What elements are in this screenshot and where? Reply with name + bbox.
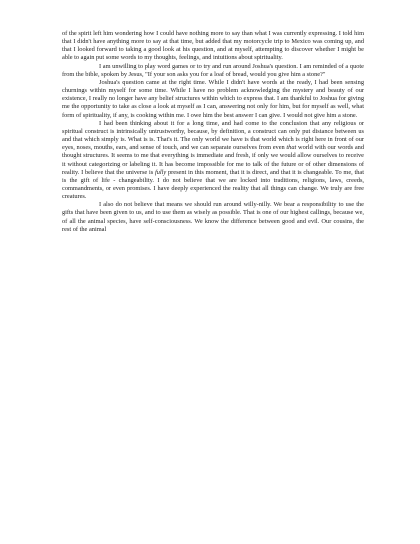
paragraph-1 [62,30,364,63]
text-run: present in this moment, that it is direct, and that it is changeable. To me, that is the gift of life - changeability. I do not believe that we are locked into traditions, religions, laws, creeds, commandments, or even promises. I have deeply experienced the reality that all things can change. We truly are free creatures. [62,168,364,201]
text-run: I had been thinking about it for a long time, and had come to the conclusion that any religious or spiritual construct is intrinsically untrustworthy, because, by definition, a construct can only put distance between us and that which simply is. What is is. That's it. The only world we have is that world which is right here in front of our eyes, noses, mouths, ears, and sense of touch, and we can separate ourselves from even [62,119,364,152]
text-run: of the spirit left him wondering how I could have nothing more to say than what I was currently expressing. I told him that I didn't have anything more to say at that time, but added that my motorcycle trip to Mexico was coming up, and that I looked forward to taking a good look at his question, and at myself, attempting to discover whether I might be able to again put some words to my thoughts, feelings, and intuitions about spirituality. [62,30,364,62]
text-run: I also do not believe that means we should run around willy-nilly. We bear a responsibility to use the gifts that have been given to us, and to use them as wisely as possible. That is one of our highest callings, because we, of all the animal species, have self-consciousness. We know the difference between good and evil. Our cousins, the rest of the animal [62,201,364,233]
paragraph-3 [62,79,364,120]
paragraph-4 [62,120,364,202]
text-run: I am unwilling to play word games or to try and run around Joshua's question. I am reminded of a quote from the bible, spoken by Jesus, "If your son asks you for a loaf of bread, would you give him a stone?" [62,62,364,78]
text-run: world with our words and thought structures. It seems to me that everything is immediate and fresh, if only we would allow ourselves to receive it without categorizing or labeling it. It has become impossible for me to talk of the future or of other dimensions of reality. I believe that the universe is [62,144,364,176]
italic-text-run: that [286,144,297,152]
italic-text-run: fully [154,168,167,176]
text-run: Joshua's question came at the right time. While I didn't have words at the ready, I had been sensing churnings within myself for some time. While I have no problem acknowledging the mystery and beauty of our existence, I really no longer have any belief structures within which to express that. I am thankful to Joshua for giving me the opportunity to take as close a look at myself as I can, answering not only for him, but for myself as well, what form of spirituality, if any, is cooking within me. I owe him the best answer I can give. I would not give him a stone. [62,78,364,119]
body-text [62,30,364,234]
paragraph-5 [62,201,364,234]
paragraph-2 [62,63,364,79]
